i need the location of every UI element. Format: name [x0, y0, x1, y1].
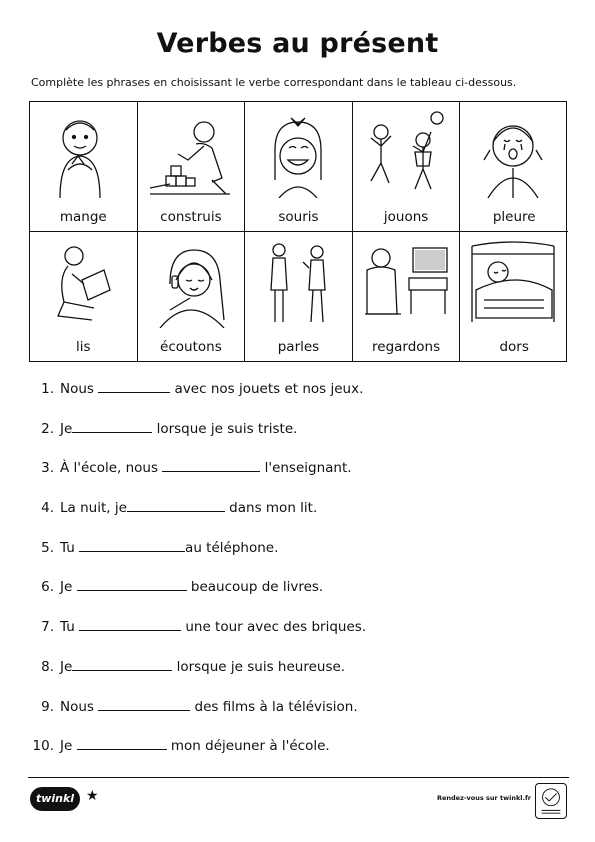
verb-cell-jouons [353, 102, 461, 232]
eating-child-icon [38, 110, 128, 198]
answer-blank[interactable] [127, 499, 225, 512]
verb-label: mange [59, 208, 107, 225]
verb-label: souris [278, 208, 319, 225]
verb-label: regardons [372, 339, 441, 355]
verb-table [29, 101, 567, 362]
verb-label: pleure [492, 208, 536, 225]
answer-blank[interactable] [162, 459, 260, 472]
answer-blank[interactable] [77, 737, 167, 750]
sentence-5: 5. Tu au téléphone. [41, 539, 279, 556]
verb-cell-ecoutons [138, 232, 246, 362]
answer-blank[interactable] [98, 698, 190, 711]
answer-blank[interactable] [72, 658, 172, 671]
verb-cell-construis [138, 102, 246, 232]
answer-blank[interactable] [79, 618, 181, 631]
twinkl-logo: twinkl [30, 787, 80, 811]
sentence-10: 10. Je mon déjeuner à l'école. [32, 738, 330, 755]
footer-site-link[interactable]: Rendez-vous sur twinkl.fr [436, 794, 531, 802]
verb-cell-pleure [460, 102, 568, 232]
sentence-8: 8. Je lorsque je suis heureuse. [41, 658, 346, 675]
sentence-7: 7. Tu une tour avec des briques. [41, 619, 367, 636]
verb-label: parles [277, 339, 320, 355]
sentence-9: 9. Nous des films à la télévision. [41, 698, 358, 715]
building-blocks-icon [146, 110, 236, 198]
watching-tv-icon [361, 240, 451, 328]
answer-blank[interactable] [77, 578, 187, 591]
verb-cell-dors [460, 232, 568, 362]
crying-child-icon [468, 110, 558, 198]
verb-label: jouons [383, 208, 429, 225]
sentence-6: 6. Je beaucoup de livres. [41, 579, 324, 596]
sentence-4: 4. La nuit, je dans mon lit. [41, 500, 318, 517]
page-title: Verbes au présent [156, 28, 439, 59]
verb-label: écoutons [160, 339, 222, 355]
sentence-1: 1. Nous avec nos jouets et nos jeux. [41, 381, 364, 397]
verb-cell-lis [30, 232, 138, 362]
smiling-girl-icon [253, 110, 343, 198]
verb-cell-parles [245, 232, 353, 362]
verb-cell-mange [30, 102, 138, 232]
sentence-list [30, 380, 550, 777]
talking-people-icon [253, 240, 343, 328]
answer-blank[interactable] [72, 420, 152, 433]
headphones-girl-icon [146, 240, 236, 328]
star-icon: ★ [86, 788, 99, 804]
verb-label: lis [76, 339, 91, 355]
reading-child-icon [38, 240, 128, 328]
sentence-2: 2. Je lorsque je suis triste. [41, 420, 298, 437]
verb-label: dors [499, 339, 529, 355]
footer-divider [28, 777, 569, 778]
verb-label: construis [160, 208, 222, 225]
answer-blank[interactable] [98, 380, 170, 393]
quality-badge-icon [535, 783, 567, 819]
sleeping-child-icon [468, 240, 558, 328]
sentence-3: 3. À l'école, nous l'enseignant. [41, 460, 352, 477]
verb-cell-souris [245, 102, 353, 232]
answer-blank[interactable] [79, 539, 185, 552]
playing-ball-icon [361, 110, 451, 198]
verb-cell-regardons [353, 232, 461, 362]
instructions: Complète les phrases en choisissant le verbe correspondant dans le tableau ci-dessous. [31, 76, 517, 89]
